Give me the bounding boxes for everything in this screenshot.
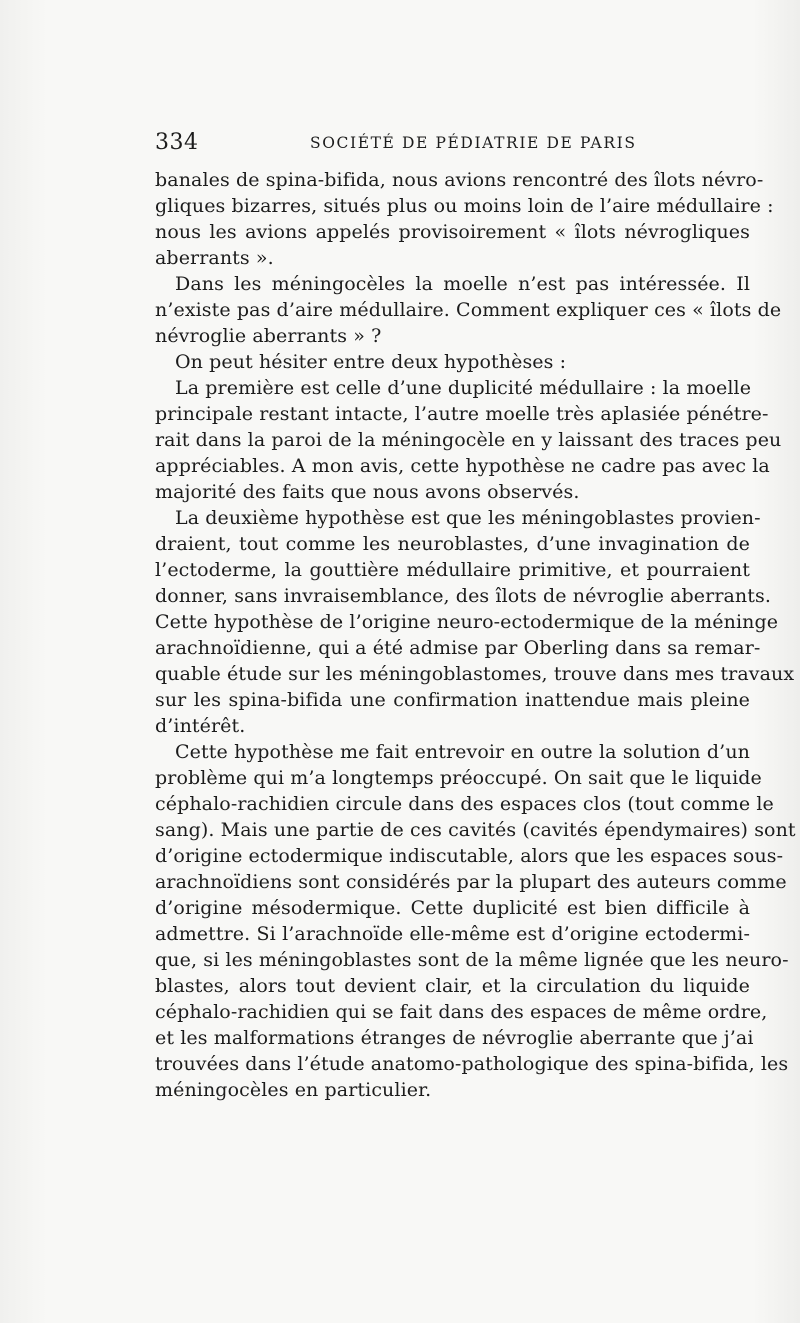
text-line: céphalo-rachidien qui se fait dans des espaces de même ordre, bbox=[155, 1001, 768, 1023]
text-line: admettre. Si l’arachnoïde elle-même est d’origine ectodermi- bbox=[155, 923, 750, 945]
paragraph-1 bbox=[155, 167, 774, 271]
page-number: 334 bbox=[155, 130, 199, 155]
text-line: méningocèles en particulier. bbox=[155, 1079, 432, 1101]
text-line: trouvées dans l’étude anatomo-pathologique des spina-bifida, les bbox=[155, 1053, 789, 1075]
text-line: appréciables. A mon avis, cette hypothèse ne cadre pas avec la bbox=[155, 455, 770, 477]
text-line: principale restant intacte, l’autre moelle très aplasiée pénétre- bbox=[155, 403, 769, 425]
text-line: Cette hypothèse de l’origine neuro-ectodermique de la méninge bbox=[155, 611, 779, 633]
paragraph-5 bbox=[155, 505, 795, 739]
text-line: arachnoïdiens sont considérés par la plupart des auteurs comme bbox=[155, 871, 787, 893]
text-line: aberrants ». bbox=[155, 247, 274, 269]
paragraph-2 bbox=[155, 271, 782, 349]
text-line: d’intérêt. bbox=[155, 715, 246, 737]
text-line: blastes, alors tout devient clair, et la circulation du liquide bbox=[155, 975, 750, 997]
text-line: d’origine ectodermique indiscutable, alors que les espaces sous- bbox=[155, 845, 784, 867]
text-line: La première est celle d’une duplicité médullaire : la moelle bbox=[175, 377, 752, 399]
text-line: arachnoïdienne, qui a été admise par Oberling dans sa remar- bbox=[155, 637, 761, 659]
text-line: que, si les méningoblastes sont de la même lignée que les neuro- bbox=[155, 949, 789, 971]
text-line: quable étude sur les méningoblastomes, trouve dans mes travaux bbox=[155, 663, 795, 685]
body-text bbox=[155, 167, 796, 1103]
text-line: sur les spina-bifida une confirmation inattendue mais pleine bbox=[155, 689, 750, 711]
running-head: SOCIÉTÉ DE PÉDIATRIE DE PARIS bbox=[310, 134, 637, 152]
text-line: rait dans la paroi de la méningocèle en y laissant des traces peu bbox=[155, 429, 782, 451]
text-line: céphalo-rachidien circule dans des espaces clos (tout comme le bbox=[155, 793, 774, 815]
text-line: draient, tout comme les neuroblastes, d’une invagination de bbox=[155, 533, 750, 555]
paragraph-4 bbox=[155, 375, 782, 505]
text-line: nous les avions appelés provisoirement « îlots névrogliques bbox=[155, 221, 750, 243]
text-line: Cette hypothèse me fait entrevoir en outre la solution d’un bbox=[175, 741, 750, 763]
paragraph-3 bbox=[155, 349, 750, 375]
text-line: La deuxième hypothèse est que les méningoblastes provien- bbox=[175, 507, 761, 529]
page-header bbox=[155, 130, 750, 158]
paragraph-6 bbox=[155, 739, 796, 1103]
text-line: gliques bizarres, situés plus ou moins loin de l’aire médullaire : bbox=[155, 195, 774, 217]
text-line: et les malformations étranges de névroglie aberrante que j’ai bbox=[155, 1027, 754, 1049]
text-line: névroglie aberrants » ? bbox=[155, 325, 382, 347]
text-line: Dans les méningocèles la moelle n’est pas intéressée. Il bbox=[175, 273, 750, 295]
text-line: n’existe pas d’aire médullaire. Comment expliquer ces « îlots de bbox=[155, 299, 782, 321]
text-line: banales de spina-bifida, nous avions rencontré des îlots névro- bbox=[155, 169, 764, 191]
text-line: d’origine mésodermique. Cette duplicité est bien difficile à bbox=[155, 897, 750, 919]
text-line: sang). Mais une partie de ces cavités (cavités épendymaires) sont bbox=[155, 819, 796, 841]
text-line: problème qui m’a longtemps préoccupé. On sait que le liquide bbox=[155, 767, 762, 789]
text-line: donner, sans invraisemblance, des îlots de névroglie aberrants. bbox=[155, 585, 771, 607]
text-line: On peut hésiter entre deux hypothèses : bbox=[175, 351, 567, 373]
text-line: l’ectoderme, la gouttière médullaire primitive, et pourraient bbox=[155, 559, 750, 581]
text-line: majorité des faits que nous avons observés. bbox=[155, 481, 580, 503]
